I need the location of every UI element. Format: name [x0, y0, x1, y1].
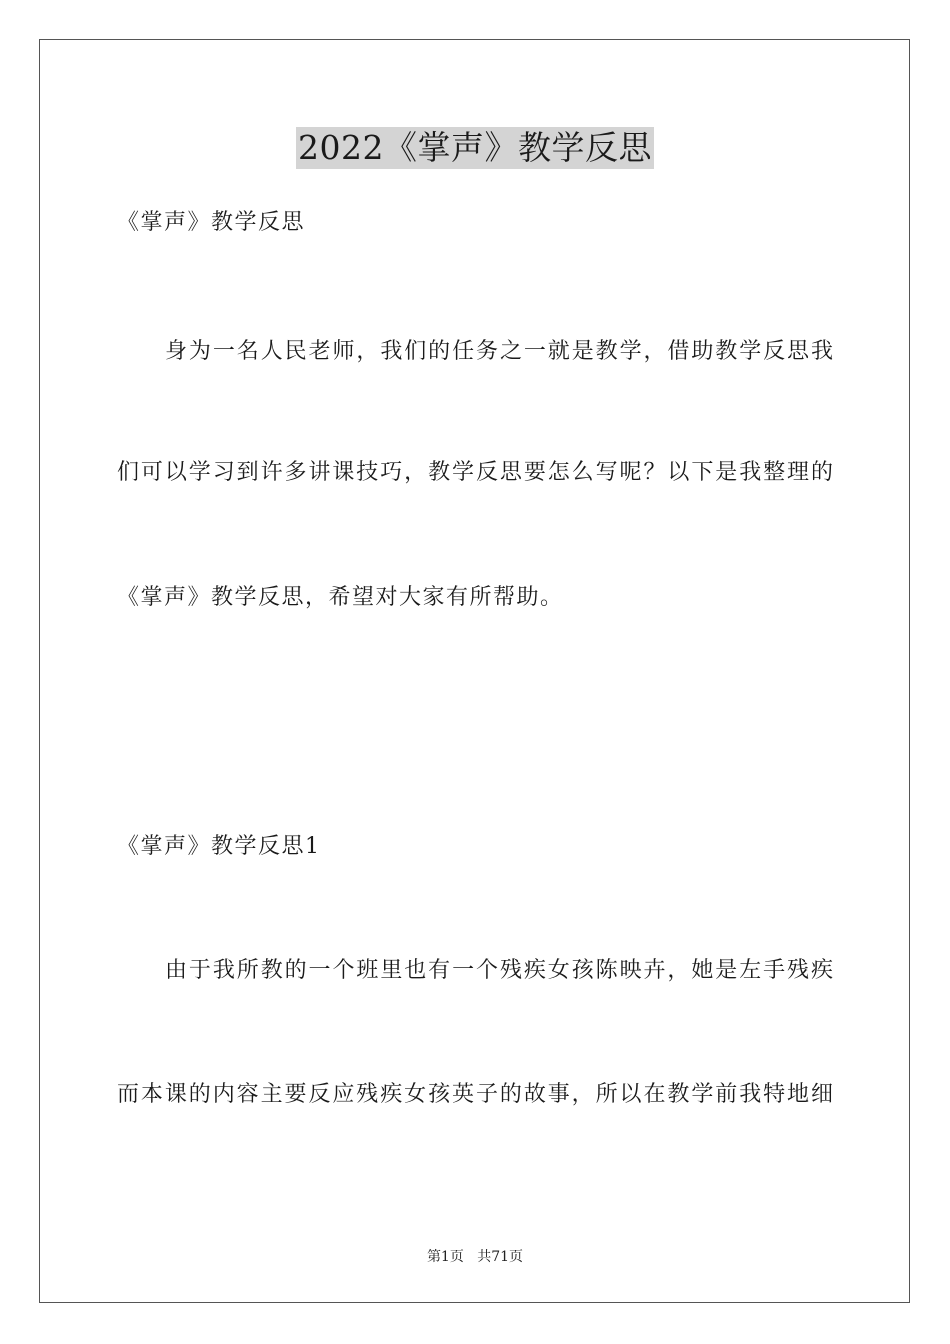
intro-paragraph-line-1: 身为一名人民老师，我们的任务之一就是教学，借助教学反思我 — [165, 339, 833, 364]
intro-paragraph-line-3: 《掌声》教学反思，希望对大家有所帮助。 — [117, 585, 564, 610]
page-number: 第1页 — [426, 1249, 464, 1265]
section-heading: 《掌声》教学反思1 — [117, 834, 321, 859]
document-title-text: 2022《掌声》教学反思 — [298, 128, 652, 167]
section-paragraph-line-1: 由于我所教的一个班里也有一个残疾女孩陈映卉，她是左手残疾 — [165, 958, 833, 983]
page-footer — [0, 1248, 950, 1266]
intro-paragraph-line-2: 们可以学习到许多讲课技巧，教学反思要怎么写呢？以下是我整理的 — [117, 460, 833, 485]
total-pages: 共71页 — [477, 1249, 524, 1265]
document-title — [0, 127, 950, 169]
document-subtitle: 《掌声》教学反思 — [117, 210, 306, 235]
section-paragraph-line-2: 而本课的内容主要反应残疾女孩英子的故事，所以在教学前我特地细 — [117, 1082, 833, 1107]
